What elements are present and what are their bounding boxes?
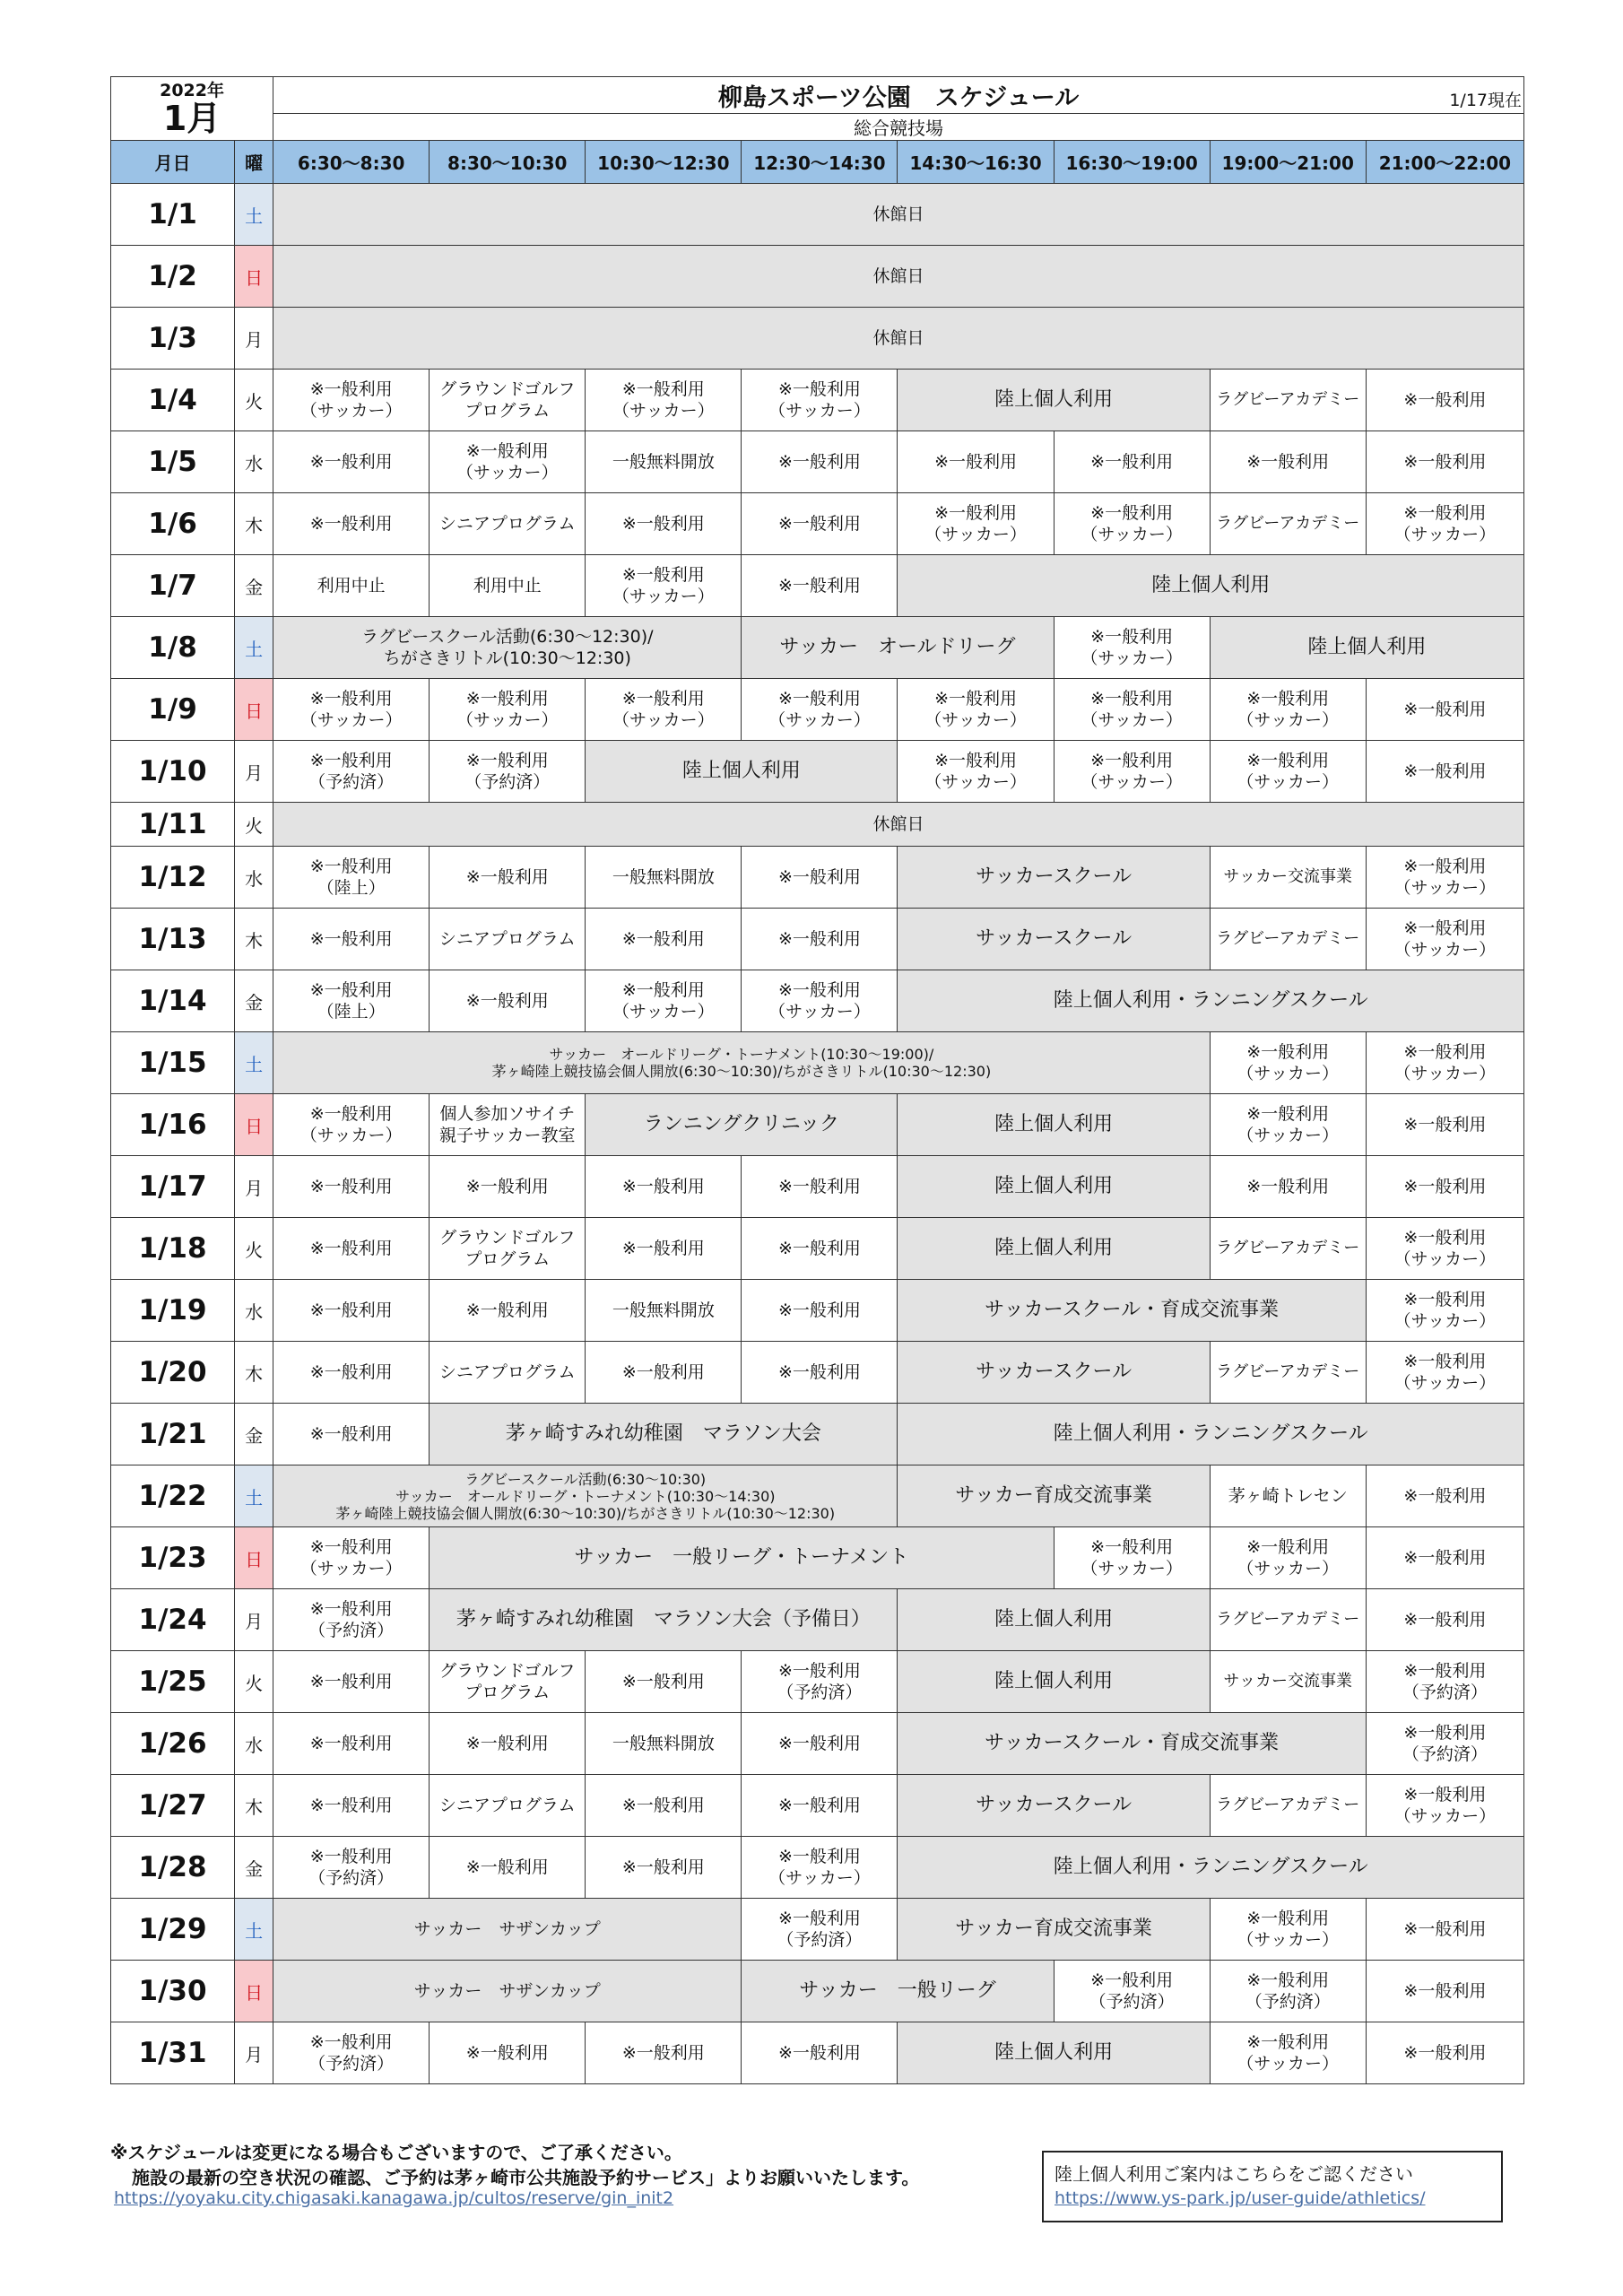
schedule-cell: サッカー オールドリーグ <box>742 617 1054 679</box>
schedule-cell: ※一般利用 <box>430 847 586 909</box>
date-cell: 1/28 <box>111 1837 235 1899</box>
weekday-cell: 日 <box>235 1961 273 2022</box>
schedule-cell: サッカースクール <box>898 909 1210 970</box>
schedule-cell: ※一般利用 <box>1366 1094 1523 1156</box>
schedule-cell: ※一般利用 （サッカー） <box>586 970 742 1032</box>
day-row <box>111 970 1524 1032</box>
schedule-cell: ※一般利用 <box>742 847 898 909</box>
header-date: 月日 <box>111 141 235 184</box>
date-cell: 1/7 <box>111 555 235 617</box>
schedule-cell: ※一般利用 （予約済） <box>1210 1961 1366 2022</box>
header-slot: 10:30～12:30 <box>586 141 742 184</box>
day-row <box>111 617 1524 679</box>
schedule-cell: ※一般利用 （サッカー） <box>1210 741 1366 803</box>
day-row <box>111 1961 1524 2022</box>
schedule-cell: ※一般利用 <box>586 493 742 555</box>
weekday-cell: 金 <box>235 1404 273 1465</box>
schedule-cell: ※一般利用 <box>742 2022 898 2084</box>
schedule-cell: ※一般利用 <box>742 431 898 493</box>
schedule-cell: ※一般利用 （サッカー） <box>898 493 1054 555</box>
weekday-cell: 水 <box>235 1280 273 1342</box>
schedule-cell: ※一般利用 <box>273 431 430 493</box>
schedule-cell: ※一般利用 <box>1054 431 1210 493</box>
schedule-cell: ※一般利用 <box>586 1775 742 1837</box>
date-cell: 1/24 <box>111 1589 235 1651</box>
month-label: 1月 <box>162 99 221 138</box>
day-row <box>111 1589 1524 1651</box>
header-slot: 21:00～22:00 <box>1366 141 1523 184</box>
schedule-cell: ※一般利用 <box>1210 431 1366 493</box>
date-cell: 1/3 <box>111 308 235 370</box>
header-slot: 8:30～10:30 <box>430 141 586 184</box>
schedule-cell: サッカースクール・育成交流事業 <box>898 1713 1366 1775</box>
schedule-cell: ラグビーアカデミー <box>1210 1775 1366 1837</box>
weekday-cell: 金 <box>235 1837 273 1899</box>
day-row <box>111 1527 1524 1589</box>
day-row <box>111 1404 1524 1465</box>
date-cell: 1/12 <box>111 847 235 909</box>
schedule-cell: ※一般利用 <box>586 1837 742 1899</box>
schedule-cell: ※一般利用 （サッカー） <box>1210 1094 1366 1156</box>
schedule-cell: ※一般利用 （予約済） <box>273 1837 430 1899</box>
schedule-cell: ※一般利用 （サッカー） <box>273 1527 430 1589</box>
schedule-cell: 茅ヶ崎すみれ幼稚園 マラソン大会 <box>430 1404 898 1465</box>
title-cell <box>273 77 1524 114</box>
schedule-cell: ※一般利用 （サッカー） <box>1366 1032 1523 1094</box>
schedule-cell: 休館日 <box>273 184 1524 246</box>
date-cell: 1/21 <box>111 1404 235 1465</box>
day-row <box>111 1713 1524 1775</box>
weekday-cell: 水 <box>235 847 273 909</box>
schedule-cell: ※一般利用 <box>430 1713 586 1775</box>
schedule-cell: 休館日 <box>273 246 1524 308</box>
reservation-link[interactable]: https://yoyaku.city.chigasaki.kanagawa.jp/cultos/reserve/gin_init2 <box>114 2188 674 2208</box>
weekday-cell: 木 <box>235 493 273 555</box>
schedule-cell: ※一般利用 （サッカー） <box>898 679 1054 741</box>
schedule-cell: ラグビーアカデミー <box>1210 909 1366 970</box>
schedule-cell: ※一般利用 （サッカー） <box>586 679 742 741</box>
schedule-cell: 利用中止 <box>430 555 586 617</box>
year-label: 2022年 <box>160 81 224 100</box>
schedule-cell: シニアプログラム <box>430 909 586 970</box>
weekday-cell: 木 <box>235 909 273 970</box>
day-row <box>111 370 1524 431</box>
date-cell: 1/19 <box>111 1280 235 1342</box>
schedule-cell: ※一般利用 （サッカー） <box>586 555 742 617</box>
day-row <box>111 803 1524 847</box>
schedule-cell: 陸上個人利用 <box>898 2022 1210 2084</box>
date-cell: 1/13 <box>111 909 235 970</box>
schedule-cell: ※一般利用 <box>586 1218 742 1280</box>
schedule-cell: ※一般利用 （サッカー） <box>1366 1342 1523 1404</box>
schedule-cell: ※一般利用 （サッカー） <box>1054 1527 1210 1589</box>
schedule-cell: 陸上個人利用・ランニングスクール <box>898 1837 1524 1899</box>
schedule-cell: サッカースクール・育成交流事業 <box>898 1280 1366 1342</box>
athletics-info-box <box>1042 2151 1503 2222</box>
header-dow: 曜 <box>235 141 273 184</box>
day-row <box>111 1094 1524 1156</box>
day-row <box>111 246 1524 308</box>
weekday-cell: 土 <box>235 1899 273 1961</box>
day-row <box>111 2022 1524 2084</box>
header-slot: 12:30～14:30 <box>742 141 898 184</box>
day-row <box>111 431 1524 493</box>
schedule-cell: ※一般利用 <box>430 1837 586 1899</box>
weekday-cell: 水 <box>235 431 273 493</box>
day-row <box>111 1218 1524 1280</box>
page-title: 柳島スポーツ公園 スケジュール <box>717 83 1080 112</box>
schedule-cell: ※一般利用 <box>742 555 898 617</box>
schedule-cell: ※一般利用 <box>898 431 1054 493</box>
schedule-cell: サッカー交流事業 <box>1210 1651 1366 1713</box>
schedule-cell: 個人参加ソサイチ 親子サッカー教室 <box>430 1094 586 1156</box>
schedule-cell: サッカースクール <box>898 847 1210 909</box>
schedule-cell: ※一般利用 （予約済） <box>1366 1651 1523 1713</box>
schedule-cell: ※一般利用 （サッカー） <box>1054 679 1210 741</box>
schedule-cell: グラウンドゴルフ プログラム <box>430 1651 586 1713</box>
weekday-cell: 月 <box>235 741 273 803</box>
schedule-cell: ※一般利用 （サッカー） <box>1210 1032 1366 1094</box>
schedule-cell: ※一般利用 <box>1366 1527 1523 1589</box>
date-cell: 1/10 <box>111 741 235 803</box>
schedule-cell: ※一般利用 （サッカー） <box>1210 1899 1366 1961</box>
year-month-cell <box>111 77 273 141</box>
schedule-cell: ※一般利用 <box>1366 1589 1523 1651</box>
weekday-cell: 金 <box>235 555 273 617</box>
weekday-cell: 土 <box>235 617 273 679</box>
schedule-cell: ※一般利用 （予約済） <box>1366 1713 1523 1775</box>
weekday-cell: 日 <box>235 246 273 308</box>
schedule-cell: ※一般利用 （サッカー） <box>1366 1775 1523 1837</box>
schedule-cell: ※一般利用 （サッカー） <box>1054 741 1210 803</box>
schedule-cell: ※一般利用 （サッカー） <box>1366 847 1523 909</box>
weekday-cell: 月 <box>235 2022 273 2084</box>
schedule-cell: ※一般利用 <box>430 1280 586 1342</box>
schedule-cell: ※一般利用 （サッカー） <box>742 370 898 431</box>
schedule-cell: 一般無料開放 <box>586 1280 742 1342</box>
schedule-cell: ※一般利用 <box>586 1651 742 1713</box>
schedule-cell: ※一般利用 （予約済） <box>430 741 586 803</box>
day-row <box>111 909 1524 970</box>
date-cell: 1/23 <box>111 1527 235 1589</box>
header-slot: 16:30～19:00 <box>1054 141 1210 184</box>
day-row <box>111 1651 1524 1713</box>
schedule-cell: サッカースクール <box>898 1775 1210 1837</box>
schedule-cell: ラグビースクール活動(6:30～10:30) サッカー オールドリーグ・トーナメント(10:30～14:30) 茅ヶ崎陸上競技協会個人開放(6:30～10:30)/ちがさきリトル(10:30～12:30) <box>273 1465 898 1527</box>
weekday-cell: 月 <box>235 308 273 370</box>
schedule-cell: 陸上個人利用 <box>898 1651 1210 1713</box>
column-header-row <box>111 141 1524 184</box>
athletics-link[interactable]: https://www.ys-park.jp/user-guide/athletics/ <box>1055 2188 1426 2208</box>
schedule-cell: ラグビーアカデミー <box>1210 1589 1366 1651</box>
day-row <box>111 555 1524 617</box>
weekday-cell: 日 <box>235 1527 273 1589</box>
schedule-cell: ※一般利用 （サッカー） <box>1366 493 1523 555</box>
schedule-cell: ※一般利用 <box>273 909 430 970</box>
schedule-cell: ※一般利用 <box>273 1156 430 1218</box>
schedule-cell: 陸上個人利用 <box>586 741 898 803</box>
header-slot: 14:30～16:30 <box>898 141 1054 184</box>
schedule-cell: ※一般利用 （サッカー） <box>1210 1527 1366 1589</box>
schedule-cell: ※一般利用 <box>273 1404 430 1465</box>
schedule-cell: 休館日 <box>273 803 1524 847</box>
schedule-cell: ※一般利用 （陸上） <box>273 970 430 1032</box>
schedule-cell: ※一般利用 （予約済） <box>742 1651 898 1713</box>
schedule-cell: ※一般利用 <box>586 2022 742 2084</box>
footer-note-1: ※スケジュールは変更になる場合もございますので、ご了承ください。 <box>110 2142 682 2163</box>
schedule-cell: サッカー オールドリーグ・トーナメント(10:30～19:00)/ 茅ヶ崎陸上競技協会個人開放(6:30～10:30)/ちがさきリトル(10:30～12:30) <box>273 1032 1211 1094</box>
schedule-cell: ※一般利用 （サッカー） <box>430 679 586 741</box>
date-cell: 1/27 <box>111 1775 235 1837</box>
schedule-cell: ※一般利用 <box>430 1156 586 1218</box>
date-cell: 1/26 <box>111 1713 235 1775</box>
schedule-cell: ※一般利用 <box>586 909 742 970</box>
schedule-cell: ※一般利用 <box>273 1280 430 1342</box>
schedule-cell: ※一般利用 <box>1366 1156 1523 1218</box>
schedule-cell: ※一般利用 <box>273 1713 430 1775</box>
schedule-cell: サッカー サザンカップ <box>273 1961 742 2022</box>
schedule-cell: ※一般利用 （サッカー） <box>273 1094 430 1156</box>
schedule-cell: ※一般利用 （サッカー） <box>742 970 898 1032</box>
weekday-cell: 日 <box>235 679 273 741</box>
day-row <box>111 1899 1524 1961</box>
date-cell: 1/9 <box>111 679 235 741</box>
weekday-cell: 土 <box>235 1032 273 1094</box>
schedule-cell: ※一般利用 （予約済） <box>273 741 430 803</box>
day-row <box>111 493 1524 555</box>
weekday-cell: 月 <box>235 1156 273 1218</box>
schedule-cell: シニアプログラム <box>430 493 586 555</box>
date-cell: 1/1 <box>111 184 235 246</box>
footer-note-2: 施設の最新の空き状況の確認、ご予約は茅ヶ崎市公共施設予約サービス」よりお願いいたします。 <box>132 2167 920 2188</box>
schedule-cell: 利用中止 <box>273 555 430 617</box>
athletics-info-text: 陸上個人利用ご案内はこちらをご認ください <box>1055 2163 1413 2185</box>
schedule-cell: 陸上個人利用・ランニングスクール <box>898 970 1524 1032</box>
weekday-cell: 木 <box>235 1342 273 1404</box>
schedule-cell: グラウンドゴルフ プログラム <box>430 370 586 431</box>
schedule-cell: ※一般利用 （サッカー） <box>1210 679 1366 741</box>
day-row <box>111 1775 1524 1837</box>
schedule-table <box>110 76 1524 2084</box>
schedule-cell: ランニングクリニック <box>586 1094 898 1156</box>
schedule-cell: 一般無料開放 <box>586 847 742 909</box>
schedule-cell: ※一般利用 <box>1366 1465 1523 1527</box>
schedule-cell: ※一般利用 <box>742 1280 898 1342</box>
schedule-cell: シニアプログラム <box>430 1342 586 1404</box>
day-row <box>111 1280 1524 1342</box>
schedule-cell: ※一般利用 <box>273 493 430 555</box>
date-cell: 1/29 <box>111 1899 235 1961</box>
schedule-cell: ※一般利用 <box>742 1713 898 1775</box>
day-row <box>111 308 1524 370</box>
schedule-cell: ※一般利用 （予約済） <box>742 1899 898 1961</box>
schedule-cell: ※一般利用 （予約済） <box>273 1589 430 1651</box>
date-cell: 1/22 <box>111 1465 235 1527</box>
schedule-cell: ※一般利用 <box>586 1342 742 1404</box>
schedule-cell: ※一般利用 （サッカー） <box>1210 2022 1366 2084</box>
day-row <box>111 1837 1524 1899</box>
date-cell: 1/25 <box>111 1651 235 1713</box>
date-cell: 1/30 <box>111 1961 235 2022</box>
date-cell: 1/18 <box>111 1218 235 1280</box>
schedule-cell: サッカー育成交流事業 <box>898 1465 1210 1527</box>
as-of-date: 1/17現在 <box>1449 91 1522 110</box>
schedule-cell: ※一般利用 <box>1366 2022 1523 2084</box>
date-cell: 1/8 <box>111 617 235 679</box>
schedule-cell: サッカー サザンカップ <box>273 1899 742 1961</box>
date-cell: 1/2 <box>111 246 235 308</box>
schedule-cell: ※一般利用 <box>273 1342 430 1404</box>
schedule-cell: 一般無料開放 <box>586 1713 742 1775</box>
schedule-cell: 陸上個人利用 <box>898 1094 1210 1156</box>
date-cell: 1/16 <box>111 1094 235 1156</box>
schedule-cell: ※一般利用 （サッカー） <box>742 679 898 741</box>
weekday-cell: 日 <box>235 1094 273 1156</box>
schedule-cell: グラウンドゴルフ プログラム <box>430 1218 586 1280</box>
schedule-cell: ※一般利用 <box>1366 1899 1523 1961</box>
schedule-cell: ※一般利用 （サッカー） <box>742 1837 898 1899</box>
schedule-cell: ※一般利用 （サッカー） <box>1054 493 1210 555</box>
schedule-cell: ※一般利用 <box>1366 431 1523 493</box>
schedule-cell: ※一般利用 <box>273 1218 430 1280</box>
schedule-cell: ※一般利用 <box>1366 1961 1523 2022</box>
schedule-cell: ※一般利用 <box>1366 741 1523 803</box>
weekday-cell: 金 <box>235 970 273 1032</box>
day-row <box>111 679 1524 741</box>
schedule-cell: シニアプログラム <box>430 1775 586 1837</box>
schedule-cell: ※一般利用 （サッカー） <box>430 431 586 493</box>
schedule-cell: ※一般利用 （予約済） <box>273 2022 430 2084</box>
schedule-cell: 陸上個人利用 <box>898 370 1210 431</box>
date-cell: 1/4 <box>111 370 235 431</box>
day-row <box>111 184 1524 246</box>
schedule-cell: ※一般利用 <box>742 1218 898 1280</box>
schedule-cell: ラグビースクール活動(6:30～12:30)/ ちがさきリトル(10:30～12:30) <box>273 617 742 679</box>
schedule-cell: ※一般利用 <box>430 970 586 1032</box>
schedule-cell: 陸上個人利用・ランニングスクール <box>898 1404 1524 1465</box>
day-row <box>111 1465 1524 1527</box>
schedule-cell: ※一般利用 （サッカー） <box>898 741 1054 803</box>
weekday-cell: 土 <box>235 184 273 246</box>
schedule-cell: ※一般利用 （サッカー） <box>1366 909 1523 970</box>
weekday-cell: 火 <box>235 1218 273 1280</box>
schedule-cell: ※一般利用 <box>273 1775 430 1837</box>
day-row <box>111 847 1524 909</box>
schedule-cell: ※一般利用 （サッカー） <box>273 370 430 431</box>
schedule-cell: サッカー 一般リーグ・トーナメント <box>430 1527 1054 1589</box>
schedule-cell: ※一般利用 <box>742 493 898 555</box>
schedule-cell: サッカー 一般リーグ <box>742 1961 1054 2022</box>
schedule-cell: ※一般利用 （サッカー） <box>1366 1280 1523 1342</box>
schedule-cell: 陸上個人利用 <box>898 1156 1210 1218</box>
date-cell: 1/15 <box>111 1032 235 1094</box>
weekday-cell: 水 <box>235 1713 273 1775</box>
date-cell: 1/20 <box>111 1342 235 1404</box>
schedule-cell: ※一般利用 （陸上） <box>273 847 430 909</box>
schedule-cell: 休館日 <box>273 308 1524 370</box>
schedule-cell: ※一般利用 （サッカー） <box>1054 617 1210 679</box>
schedule-cell: ラグビーアカデミー <box>1210 1218 1366 1280</box>
schedule-cell: 一般無料開放 <box>586 431 742 493</box>
day-row <box>111 1156 1524 1218</box>
schedule-cell: サッカー育成交流事業 <box>898 1899 1210 1961</box>
schedule-cell: ※一般利用 <box>742 909 898 970</box>
schedule-cell: ラグビーアカデミー <box>1210 1342 1366 1404</box>
schedule-cell: ※一般利用 <box>273 1651 430 1713</box>
schedule-cell: ※一般利用 （予約済） <box>1054 1961 1210 2022</box>
date-cell: 1/17 <box>111 1156 235 1218</box>
schedule-cell: ※一般利用 <box>430 2022 586 2084</box>
schedule-cell: サッカー交流事業 <box>1210 847 1366 909</box>
day-row <box>111 1032 1524 1094</box>
header-slot: 6:30～8:30 <box>273 141 430 184</box>
date-cell: 1/5 <box>111 431 235 493</box>
schedule-cell: ※一般利用 <box>742 1156 898 1218</box>
schedule-cell: 陸上個人利用 <box>898 1589 1210 1651</box>
schedule-cell: 茅ヶ崎トレセン <box>1210 1465 1366 1527</box>
schedule-cell: サッカースクール <box>898 1342 1210 1404</box>
date-cell: 1/6 <box>111 493 235 555</box>
schedule-cell: ※一般利用 （サッカー） <box>1366 1218 1523 1280</box>
date-cell: 1/31 <box>111 2022 235 2084</box>
schedule-cell: ※一般利用 <box>742 1342 898 1404</box>
weekday-cell: 土 <box>235 1465 273 1527</box>
schedule-cell: ラグビーアカデミー <box>1210 370 1366 431</box>
schedule-cell: ラグビーアカデミー <box>1210 493 1366 555</box>
schedule-cell: ※一般利用 <box>1366 679 1523 741</box>
schedule-cell: ※一般利用 <box>1366 370 1523 431</box>
weekday-cell: 火 <box>235 803 273 847</box>
schedule-cell: ※一般利用 （サッカー） <box>273 679 430 741</box>
schedule-cell: ※一般利用 <box>742 1775 898 1837</box>
date-cell: 1/11 <box>111 803 235 847</box>
schedule-cell: 茅ヶ崎すみれ幼稚園 マラソン大会（予備日） <box>430 1589 898 1651</box>
date-cell: 1/14 <box>111 970 235 1032</box>
schedule-cell: 陸上個人利用 <box>898 1218 1210 1280</box>
schedule-cell: ※一般利用 <box>1210 1156 1366 1218</box>
schedule-cell: ※一般利用 （サッカー） <box>586 370 742 431</box>
weekday-cell: 木 <box>235 1775 273 1837</box>
schedule-cell: ※一般利用 <box>586 1156 742 1218</box>
facility-name: 総合競技場 <box>273 114 1524 141</box>
weekday-cell: 月 <box>235 1589 273 1651</box>
day-row <box>111 741 1524 803</box>
weekday-cell: 火 <box>235 1651 273 1713</box>
header-slot: 19:00～21:00 <box>1210 141 1366 184</box>
schedule-cell: 陸上個人利用 <box>898 555 1524 617</box>
schedule-cell: 陸上個人利用 <box>1210 617 1523 679</box>
day-row <box>111 1342 1524 1404</box>
weekday-cell: 火 <box>235 370 273 431</box>
